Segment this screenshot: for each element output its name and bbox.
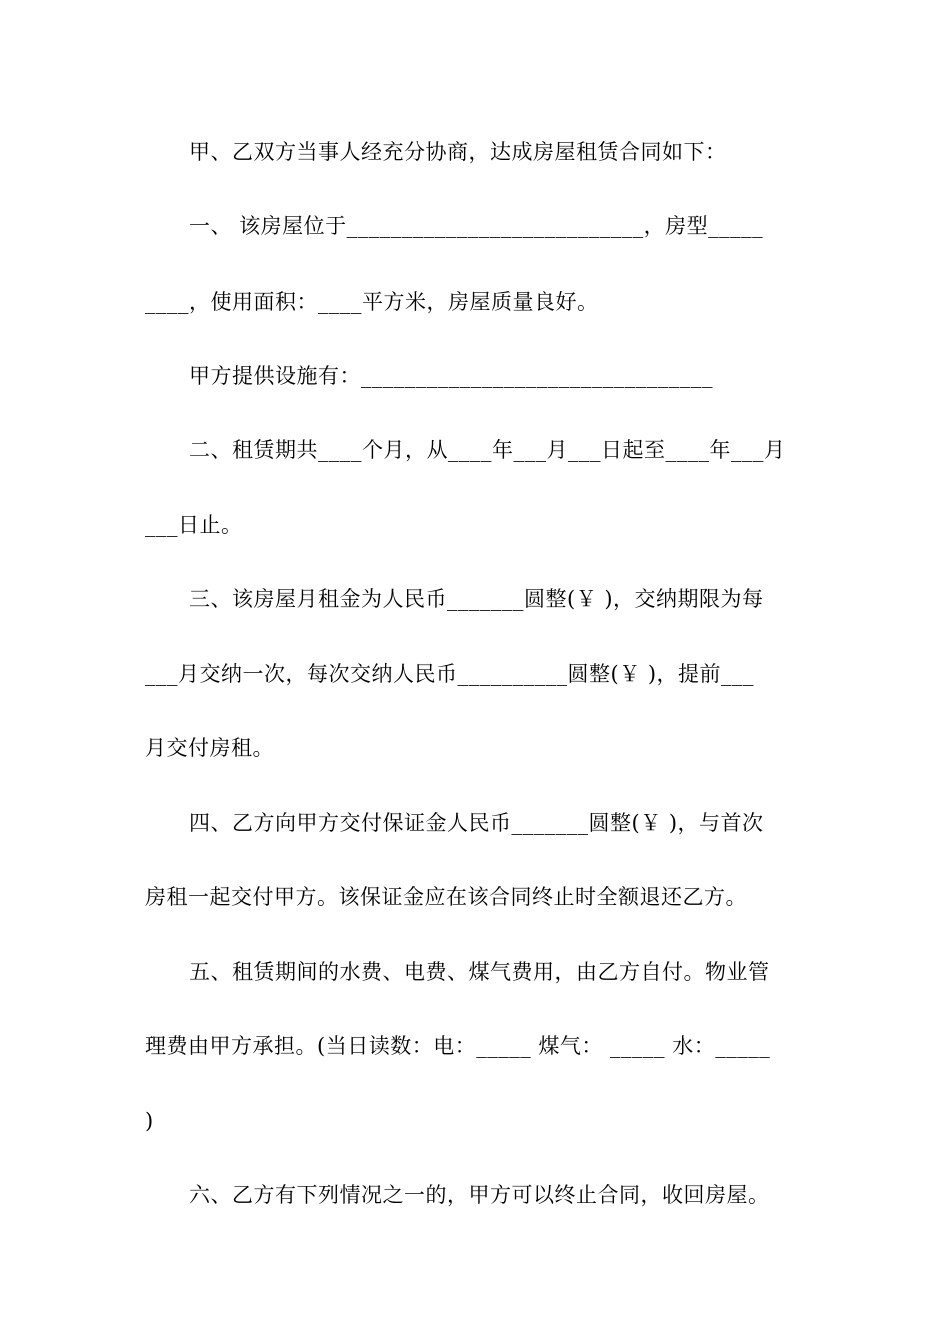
clause-1-location: 一、 该房屋位于___________________________，房型_____ bbox=[189, 214, 764, 238]
clause-5-readings-end: ) bbox=[145, 1109, 154, 1133]
clause-3-rent: 三、该房屋月租金为人民币_______圆整(￥ )，交纳期限为每 bbox=[189, 587, 764, 611]
clause-2-term: 二、租赁期共____个月，从____年___月___日起至____年___月 bbox=[189, 438, 786, 462]
contract-intro: 甲、乙双方当事人经充分协商，达成房屋租赁合同如下： bbox=[189, 140, 727, 164]
clause-2-term-end: ___日止。 bbox=[145, 513, 243, 537]
clause-4-deposit-end: 房租一起交付甲方。该保证金应在该合同终止时全额退还乙方。 bbox=[145, 885, 747, 909]
clause-1-facilities: 甲方提供设施有：________________________________ bbox=[189, 364, 713, 388]
clause-5-fees: 五、租赁期间的水费、电费、煤气费用，由乙方自付。物业管 bbox=[189, 960, 770, 984]
clause-3-payment-end: 月交付房租。 bbox=[145, 736, 274, 760]
clause-5-readings: 理费由甲方承担。(当日读数：电：_____ 煤气： _____ 水：_____ bbox=[145, 1034, 771, 1058]
clause-4-deposit: 四、乙方向甲方交付保证金人民币_______圆整(￥ )，与首次 bbox=[189, 811, 764, 835]
clause-3-payment: ___月交纳一次，每次交纳人民币__________圆整(￥ )，提前___ bbox=[145, 662, 755, 686]
clause-1-area: ____，使用面积：____平方米，房屋质量良好。 bbox=[145, 290, 599, 314]
clause-6-termination: 六、乙方有下列情况之一的，甲方可以终止合同，收回房屋。 bbox=[189, 1183, 770, 1207]
